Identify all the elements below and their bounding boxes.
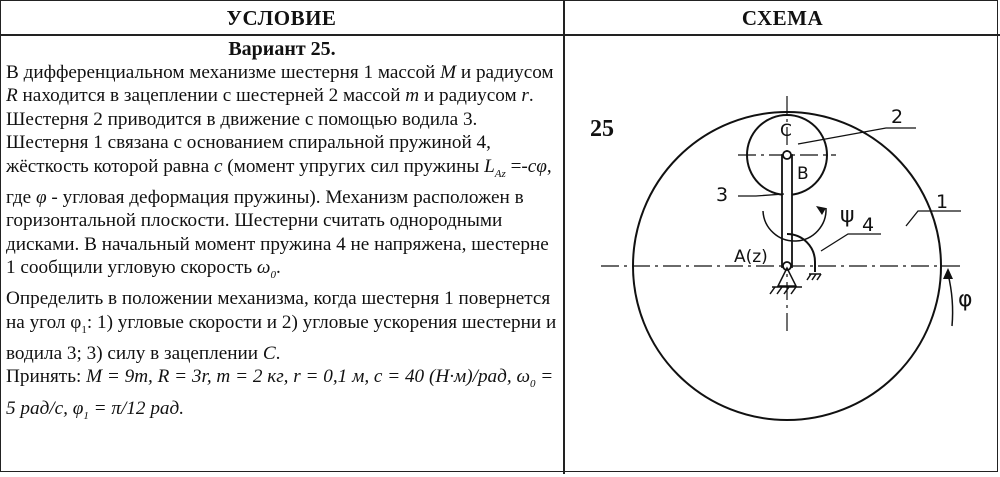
label-spring-4: 4 (862, 214, 875, 236)
condition-text (6, 37, 558, 428)
base-support (770, 268, 821, 294)
psi-arrowhead (816, 206, 826, 215)
question-text: Определить в положении механизма, когда шестерня 1 повернется на угол $\varphi_1$: 1) угловые скорости и 2) угловые ускорения шестерни и водила 3; 3) силу в зацеплении C. (6, 288, 557, 364)
label-gear-2: 2 (891, 106, 904, 128)
leader-2 (798, 128, 916, 144)
leader-3 (738, 194, 784, 196)
scheme-number: 25 (590, 116, 614, 142)
variant-title: Вариант 25. (228, 38, 336, 60)
label-point-c: C (780, 121, 792, 141)
phi-rotation-arrow (948, 274, 953, 326)
label-carrier-3: 3 (716, 184, 729, 206)
carrier-3-rod (782, 155, 792, 267)
leader-4 (821, 234, 881, 251)
psi-rotation-arrow (763, 208, 826, 241)
label-psi: ψ (840, 203, 855, 228)
label-phi: φ (958, 287, 973, 312)
point-b-joint (783, 151, 791, 159)
label-point-a: A(z) (734, 247, 768, 267)
condition-header: УСЛОВИЕ (226, 6, 337, 30)
mechanism-diagram (566, 36, 998, 472)
scheme-header: СХЕМА (741, 6, 824, 30)
problem-statement: В дифференциальном механизме шестерня 1 массой M и радиусом R находится в зацеплении с шестерней 2 массой m и радиусом r. Шестерня 2 приводится в движение с помощью водила 3. Шестерня 1 связана с основанием спиральной пружиной 4, жёсткость которой равна c (момент упругих сил пружины $L_{Az} =-c\varphi$, где φ - угловая деформация пружины). Механизм расположен в горизонтальной плоскости. Шестерни считать однородными дисками. В начальный момент пружина 4 не напряжена, шестерне 1 сообщили угловую скорость $\omega_0$. (6, 62, 554, 281)
label-point-b: B (797, 164, 809, 184)
given-values: Принять: M = 9m, R = 3r, m = 2 кг, r = 0,1 м, c = 40 (Н·м)/рад, $\omega_0 = 5$ рад/с, $\varphi_1 = \pi/12$ рад. (6, 366, 554, 422)
column-divider (563, 0, 565, 474)
label-gear-1: 1 (936, 191, 949, 213)
scheme-panel (566, 36, 998, 472)
phi-arrowhead (943, 268, 953, 279)
